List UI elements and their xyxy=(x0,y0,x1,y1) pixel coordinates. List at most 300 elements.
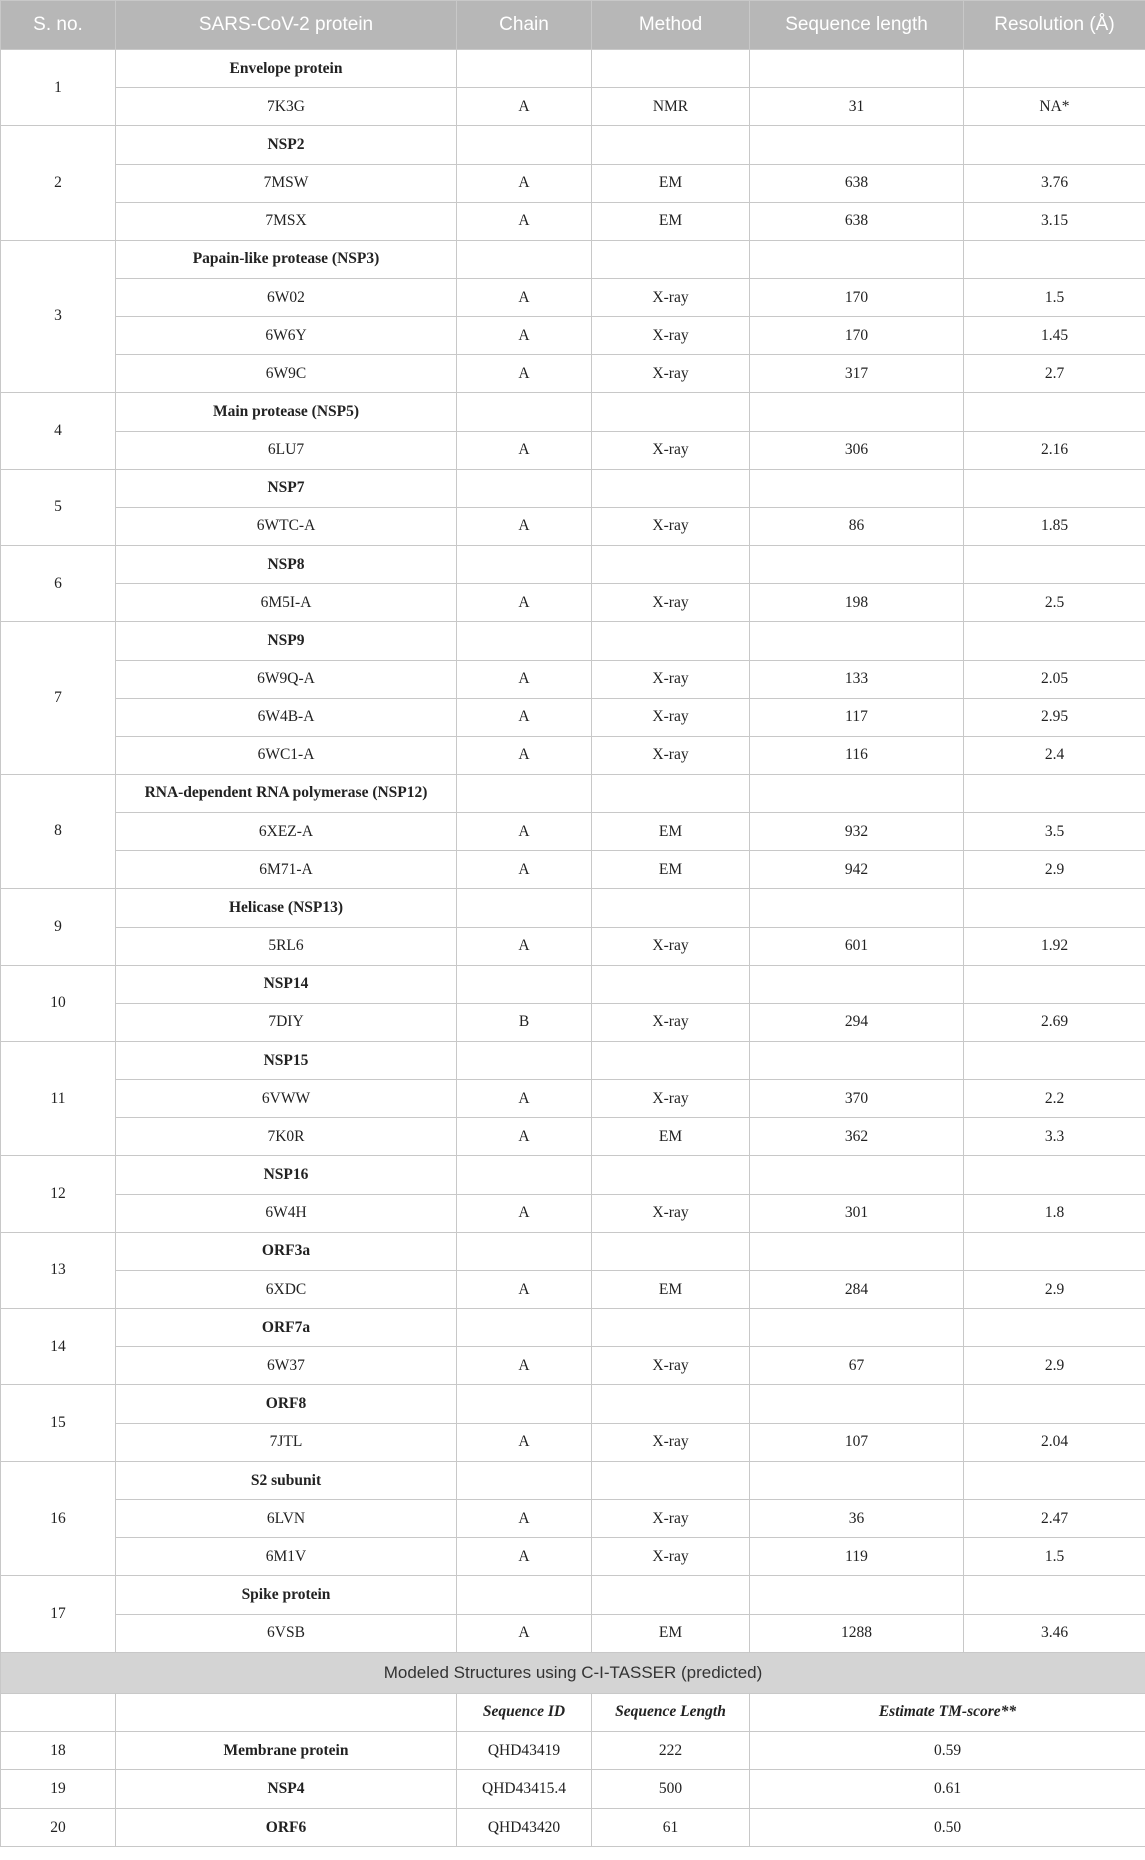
chain-cell: A xyxy=(457,507,592,545)
pdb-id: 7MSW xyxy=(116,164,457,202)
empty-cell xyxy=(116,1693,457,1731)
empty-cell xyxy=(592,1156,750,1194)
protein-name: NSP9 xyxy=(116,622,457,660)
empty-cell xyxy=(592,240,750,278)
sequence-length-cell: 317 xyxy=(750,355,964,393)
tm-score-cell: 0.50 xyxy=(750,1808,1145,1846)
protein-group-row xyxy=(1,1232,1145,1270)
table-row xyxy=(1,1080,1145,1118)
table-row xyxy=(1,507,1145,545)
empty-cell xyxy=(964,1041,1145,1079)
resolution-cell: 2.9 xyxy=(964,1271,1145,1309)
pdb-id: 6XDC xyxy=(116,1271,457,1309)
sequence-length-cell: 119 xyxy=(750,1538,964,1576)
empty-cell xyxy=(750,1576,964,1614)
pdb-id: 6W02 xyxy=(116,279,457,317)
sequence-length-cell: 31 xyxy=(750,88,964,126)
empty-cell xyxy=(750,1385,964,1423)
protein-name: ORF8 xyxy=(116,1385,457,1423)
protein-name: Main protease (NSP5) xyxy=(116,393,457,431)
pdb-id: 6W6Y xyxy=(116,317,457,355)
empty-cell xyxy=(750,240,964,278)
empty-cell xyxy=(964,965,1145,1003)
table-row xyxy=(1,1423,1145,1461)
empty-cell xyxy=(964,126,1145,164)
sequence-id-cell: QHD43415.4 xyxy=(457,1770,592,1808)
modeled-row xyxy=(1,1808,1145,1846)
empty-cell xyxy=(964,1232,1145,1270)
serial-number: 15 xyxy=(1,1385,116,1461)
method-cell: X-ray xyxy=(592,584,750,622)
method-cell: X-ray xyxy=(592,1423,750,1461)
sequence-length-cell: 294 xyxy=(750,1003,964,1041)
protein-group-row xyxy=(1,622,1145,660)
table-row xyxy=(1,317,1145,355)
protein-name: ORF6 xyxy=(116,1808,457,1846)
sequence-length-cell: 117 xyxy=(750,698,964,736)
chain-cell: A xyxy=(457,1080,592,1118)
pdb-id: 5RL6 xyxy=(116,927,457,965)
chain-cell: A xyxy=(457,584,592,622)
empty-cell xyxy=(750,50,964,88)
header-row xyxy=(1,1,1145,50)
sequence-id-cell: QHD43420 xyxy=(457,1808,592,1846)
empty-cell xyxy=(964,1309,1145,1347)
method-cell: X-ray xyxy=(592,660,750,698)
empty-cell xyxy=(457,50,592,88)
protein-name: Envelope protein xyxy=(116,50,457,88)
protein-name: NSP4 xyxy=(116,1770,457,1808)
resolution-cell: 3.76 xyxy=(964,164,1145,202)
sequence-length-cell: 638 xyxy=(750,202,964,240)
empty-cell xyxy=(592,393,750,431)
protein-group-row xyxy=(1,126,1145,164)
chain-cell: A xyxy=(457,1538,592,1576)
chain-cell: A xyxy=(457,1194,592,1232)
empty-cell xyxy=(750,1156,964,1194)
resolution-cell: 3.46 xyxy=(964,1614,1145,1652)
header-resolution: Resolution (Å) xyxy=(964,1,1145,50)
resolution-cell: 3.15 xyxy=(964,202,1145,240)
method-cell: X-ray xyxy=(592,698,750,736)
empty-cell xyxy=(964,622,1145,660)
modeled-row xyxy=(1,1732,1145,1770)
resolution-cell: 3.5 xyxy=(964,813,1145,851)
modeled-subheader-row xyxy=(1,1693,1145,1731)
empty-cell xyxy=(750,126,964,164)
subheader-sequence-id: Sequence ID xyxy=(457,1693,592,1731)
table-row xyxy=(1,88,1145,126)
method-cell: EM xyxy=(592,1118,750,1156)
table-row xyxy=(1,202,1145,240)
sequence-length-cell: 107 xyxy=(750,1423,964,1461)
empty-cell xyxy=(750,393,964,431)
empty-cell xyxy=(964,1461,1145,1499)
empty-cell xyxy=(457,965,592,1003)
empty-cell xyxy=(964,774,1145,812)
header-sequence-length: Sequence length xyxy=(750,1,964,50)
table-row xyxy=(1,164,1145,202)
empty-cell xyxy=(457,622,592,660)
protein-name: Helicase (NSP13) xyxy=(116,889,457,927)
table-row xyxy=(1,660,1145,698)
empty-cell xyxy=(592,1232,750,1270)
resolution-cell: 2.5 xyxy=(964,584,1145,622)
sequence-length-cell: 942 xyxy=(750,851,964,889)
chain-cell: A xyxy=(457,202,592,240)
empty-cell xyxy=(457,469,592,507)
header-sno: S. no. xyxy=(1,1,116,50)
empty-cell xyxy=(964,240,1145,278)
subheader-sequence-length: Sequence Length xyxy=(592,1693,750,1731)
method-cell: EM xyxy=(592,1614,750,1652)
empty-cell xyxy=(964,393,1145,431)
chain-cell: A xyxy=(457,927,592,965)
resolution-cell: 2.7 xyxy=(964,355,1145,393)
empty-cell xyxy=(964,1385,1145,1423)
pdb-id: 6M71-A xyxy=(116,851,457,889)
method-cell: NMR xyxy=(592,88,750,126)
empty-cell xyxy=(964,1156,1145,1194)
method-cell: X-ray xyxy=(592,279,750,317)
table-row xyxy=(1,927,1145,965)
empty-cell xyxy=(457,1309,592,1347)
chain-cell: A xyxy=(457,660,592,698)
protein-group-row xyxy=(1,1041,1145,1079)
table-row xyxy=(1,1271,1145,1309)
protein-name: NSP14 xyxy=(116,965,457,1003)
method-cell: X-ray xyxy=(592,431,750,469)
pdb-id: 6W9C xyxy=(116,355,457,393)
method-cell: X-ray xyxy=(592,1194,750,1232)
serial-number: 11 xyxy=(1,1041,116,1155)
empty-cell xyxy=(592,545,750,583)
method-cell: EM xyxy=(592,202,750,240)
empty-cell xyxy=(964,545,1145,583)
protein-group-row xyxy=(1,469,1145,507)
table-row xyxy=(1,1538,1145,1576)
empty-cell xyxy=(592,774,750,812)
sequence-length-cell: 86 xyxy=(750,507,964,545)
protein-name: NSP7 xyxy=(116,469,457,507)
empty-cell xyxy=(457,774,592,812)
empty-cell xyxy=(750,545,964,583)
sequence-length-cell: 500 xyxy=(592,1770,750,1808)
modeled-section-row xyxy=(1,1652,1145,1693)
sequence-length-cell: 370 xyxy=(750,1080,964,1118)
protein-group-row xyxy=(1,1309,1145,1347)
chain-cell: A xyxy=(457,355,592,393)
table-body xyxy=(1,50,1145,1847)
chain-cell: A xyxy=(457,698,592,736)
resolution-cell: 1.45 xyxy=(964,317,1145,355)
protein-name: NSP2 xyxy=(116,126,457,164)
sequence-length-cell: 133 xyxy=(750,660,964,698)
serial-number: 5 xyxy=(1,469,116,545)
resolution-cell: 2.9 xyxy=(964,851,1145,889)
chain-cell: A xyxy=(457,1271,592,1309)
sequence-length-cell: 67 xyxy=(750,1347,964,1385)
empty-cell xyxy=(592,1385,750,1423)
sequence-length-cell: 284 xyxy=(750,1271,964,1309)
serial-number: 16 xyxy=(1,1461,116,1575)
empty-cell xyxy=(750,774,964,812)
pdb-id: 6W4H xyxy=(116,1194,457,1232)
serial-number: 12 xyxy=(1,1156,116,1232)
empty-cell xyxy=(964,50,1145,88)
table-row xyxy=(1,355,1145,393)
pdb-id: 6W9Q-A xyxy=(116,660,457,698)
sequence-length-cell: 116 xyxy=(750,736,964,774)
chain-cell: A xyxy=(457,813,592,851)
serial-number: 14 xyxy=(1,1309,116,1385)
tm-score-cell: 0.61 xyxy=(750,1770,1145,1808)
protein-name: NSP16 xyxy=(116,1156,457,1194)
resolution-cell: 2.05 xyxy=(964,660,1145,698)
protein-name: Membrane protein xyxy=(116,1732,457,1770)
empty-cell xyxy=(457,393,592,431)
pdb-id: 7DIY xyxy=(116,1003,457,1041)
sequence-id-cell: QHD43419 xyxy=(457,1732,592,1770)
empty-cell xyxy=(750,1461,964,1499)
table-row xyxy=(1,1003,1145,1041)
chain-cell: A xyxy=(457,1614,592,1652)
empty-cell xyxy=(750,1232,964,1270)
method-cell: X-ray xyxy=(592,317,750,355)
pdb-id: 6M1V xyxy=(116,1538,457,1576)
pdb-id: 7K3G xyxy=(116,88,457,126)
empty-cell xyxy=(592,469,750,507)
serial-number: 1 xyxy=(1,50,116,126)
empty-cell xyxy=(750,965,964,1003)
protein-group-row xyxy=(1,889,1145,927)
resolution-cell: 2.95 xyxy=(964,698,1145,736)
table-row xyxy=(1,1614,1145,1652)
resolution-cell: 2.9 xyxy=(964,1347,1145,1385)
resolution-cell: 1.5 xyxy=(964,1538,1145,1576)
resolution-cell: 2.2 xyxy=(964,1080,1145,1118)
chain-cell: A xyxy=(457,1347,592,1385)
modeled-row xyxy=(1,1770,1145,1808)
table-row xyxy=(1,1194,1145,1232)
method-cell: X-ray xyxy=(592,355,750,393)
serial-number: 10 xyxy=(1,965,116,1041)
serial-number: 6 xyxy=(1,545,116,621)
protein-group-row xyxy=(1,774,1145,812)
sequence-length-cell: 362 xyxy=(750,1118,964,1156)
method-cell: X-ray xyxy=(592,1080,750,1118)
serial-number: 13 xyxy=(1,1232,116,1308)
pdb-id: 6M5I-A xyxy=(116,584,457,622)
sequence-length-cell: 170 xyxy=(750,317,964,355)
protein-name: ORF3a xyxy=(116,1232,457,1270)
chain-cell: A xyxy=(457,431,592,469)
serial-number: 19 xyxy=(1,1770,116,1808)
protein-group-row xyxy=(1,965,1145,1003)
protein-group-row xyxy=(1,1156,1145,1194)
sequence-length-cell: 932 xyxy=(750,813,964,851)
serial-number: 7 xyxy=(1,622,116,774)
chain-cell: A xyxy=(457,317,592,355)
empty-cell xyxy=(457,126,592,164)
resolution-cell: 1.92 xyxy=(964,927,1145,965)
table-row xyxy=(1,1347,1145,1385)
resolution-cell: 3.3 xyxy=(964,1118,1145,1156)
method-cell: X-ray xyxy=(592,927,750,965)
serial-number: 9 xyxy=(1,889,116,965)
protein-group-row xyxy=(1,1576,1145,1614)
empty-cell xyxy=(457,1232,592,1270)
empty-cell xyxy=(457,1576,592,1614)
empty-cell xyxy=(750,469,964,507)
pdb-id: 6W37 xyxy=(116,1347,457,1385)
sequence-length-cell: 638 xyxy=(750,164,964,202)
empty-cell xyxy=(592,1461,750,1499)
serial-number: 18 xyxy=(1,1732,116,1770)
table-row xyxy=(1,1500,1145,1538)
sequence-length-cell: 301 xyxy=(750,1194,964,1232)
table-row xyxy=(1,584,1145,622)
sequence-length-cell: 601 xyxy=(750,927,964,965)
protein-name: S2 subunit xyxy=(116,1461,457,1499)
resolution-cell: 1.85 xyxy=(964,507,1145,545)
serial-number: 20 xyxy=(1,1808,116,1846)
method-cell: X-ray xyxy=(592,1538,750,1576)
pdb-id: 6LVN xyxy=(116,1500,457,1538)
protein-name: ORF7a xyxy=(116,1309,457,1347)
sequence-length-cell: 170 xyxy=(750,279,964,317)
protein-name: NSP15 xyxy=(116,1041,457,1079)
serial-number: 17 xyxy=(1,1576,116,1652)
chain-cell: A xyxy=(457,736,592,774)
pdb-id: 7MSX xyxy=(116,202,457,240)
chain-cell: A xyxy=(457,279,592,317)
protein-group-row xyxy=(1,393,1145,431)
resolution-cell: 2.47 xyxy=(964,1500,1145,1538)
header-protein: SARS-CoV-2 protein xyxy=(116,1,457,50)
protein-group-row xyxy=(1,50,1145,88)
pdb-id: 6LU7 xyxy=(116,431,457,469)
empty-cell xyxy=(592,1041,750,1079)
chain-cell: A xyxy=(457,164,592,202)
empty-cell xyxy=(592,965,750,1003)
empty-cell xyxy=(964,1576,1145,1614)
resolution-cell: 2.69 xyxy=(964,1003,1145,1041)
resolution-cell: 1.5 xyxy=(964,279,1145,317)
empty-cell xyxy=(457,1041,592,1079)
empty-cell xyxy=(964,469,1145,507)
table-row xyxy=(1,698,1145,736)
resolution-cell: 2.16 xyxy=(964,431,1145,469)
method-cell: X-ray xyxy=(592,507,750,545)
method-cell: X-ray xyxy=(592,736,750,774)
header-method: Method xyxy=(592,1,750,50)
pdb-id: 6W4B-A xyxy=(116,698,457,736)
empty-cell xyxy=(592,1576,750,1614)
serial-number: 3 xyxy=(1,240,116,392)
empty-cell xyxy=(592,1309,750,1347)
header-chain: Chain xyxy=(457,1,592,50)
serial-number: 2 xyxy=(1,126,116,240)
empty-cell xyxy=(750,1041,964,1079)
chain-cell: A xyxy=(457,851,592,889)
protein-name: Papain-like protease (NSP3) xyxy=(116,240,457,278)
pdb-id: 6XEZ-A xyxy=(116,813,457,851)
pdb-id: 6WTC-A xyxy=(116,507,457,545)
tm-score-cell: 0.59 xyxy=(750,1732,1145,1770)
pdb-id: 6VWW xyxy=(116,1080,457,1118)
modeled-section-title: Modeled Structures using C-I-TASSER (predicted) xyxy=(1,1652,1145,1693)
pdb-id: 6VSB xyxy=(116,1614,457,1652)
method-cell: EM xyxy=(592,1271,750,1309)
protein-group-row xyxy=(1,240,1145,278)
protein-group-row xyxy=(1,1461,1145,1499)
resolution-cell: NA* xyxy=(964,88,1145,126)
protein-group-row xyxy=(1,1385,1145,1423)
empty-cell xyxy=(750,622,964,660)
empty-cell xyxy=(592,50,750,88)
empty-cell xyxy=(457,889,592,927)
subheader-tm-score: Estimate TM-score** xyxy=(750,1693,1145,1731)
empty-cell xyxy=(457,545,592,583)
protein-group-row xyxy=(1,545,1145,583)
protein-name: NSP8 xyxy=(116,545,457,583)
serial-number: 8 xyxy=(1,774,116,888)
sequence-length-cell: 222 xyxy=(592,1732,750,1770)
sequence-length-cell: 61 xyxy=(592,1808,750,1846)
pdb-id: 7K0R xyxy=(116,1118,457,1156)
empty-cell xyxy=(1,1693,116,1731)
pdb-id: 7JTL xyxy=(116,1423,457,1461)
table-row xyxy=(1,813,1145,851)
resolution-cell: 1.8 xyxy=(964,1194,1145,1232)
empty-cell xyxy=(457,1461,592,1499)
method-cell: EM xyxy=(592,164,750,202)
empty-cell xyxy=(750,889,964,927)
protein-name: Spike protein xyxy=(116,1576,457,1614)
method-cell: X-ray xyxy=(592,1347,750,1385)
empty-cell xyxy=(964,889,1145,927)
method-cell: X-ray xyxy=(592,1003,750,1041)
empty-cell xyxy=(592,126,750,164)
pdb-id: 6WC1-A xyxy=(116,736,457,774)
table-row xyxy=(1,736,1145,774)
chain-cell: A xyxy=(457,1423,592,1461)
chain-cell: B xyxy=(457,1003,592,1041)
sequence-length-cell: 36 xyxy=(750,1500,964,1538)
method-cell: EM xyxy=(592,813,750,851)
empty-cell xyxy=(457,1156,592,1194)
method-cell: EM xyxy=(592,851,750,889)
chain-cell: A xyxy=(457,1118,592,1156)
sequence-length-cell: 306 xyxy=(750,431,964,469)
empty-cell xyxy=(592,622,750,660)
empty-cell xyxy=(457,1385,592,1423)
resolution-cell: 2.4 xyxy=(964,736,1145,774)
table-row xyxy=(1,1118,1145,1156)
sequence-length-cell: 1288 xyxy=(750,1614,964,1652)
sequence-length-cell: 198 xyxy=(750,584,964,622)
empty-cell xyxy=(750,1309,964,1347)
protein-name: RNA-dependent RNA polymerase (NSP12) xyxy=(116,774,457,812)
empty-cell xyxy=(457,240,592,278)
resolution-cell: 2.04 xyxy=(964,1423,1145,1461)
table-row xyxy=(1,851,1145,889)
empty-cell xyxy=(592,889,750,927)
table-row xyxy=(1,279,1145,317)
method-cell: X-ray xyxy=(592,1500,750,1538)
serial-number: 4 xyxy=(1,393,116,469)
